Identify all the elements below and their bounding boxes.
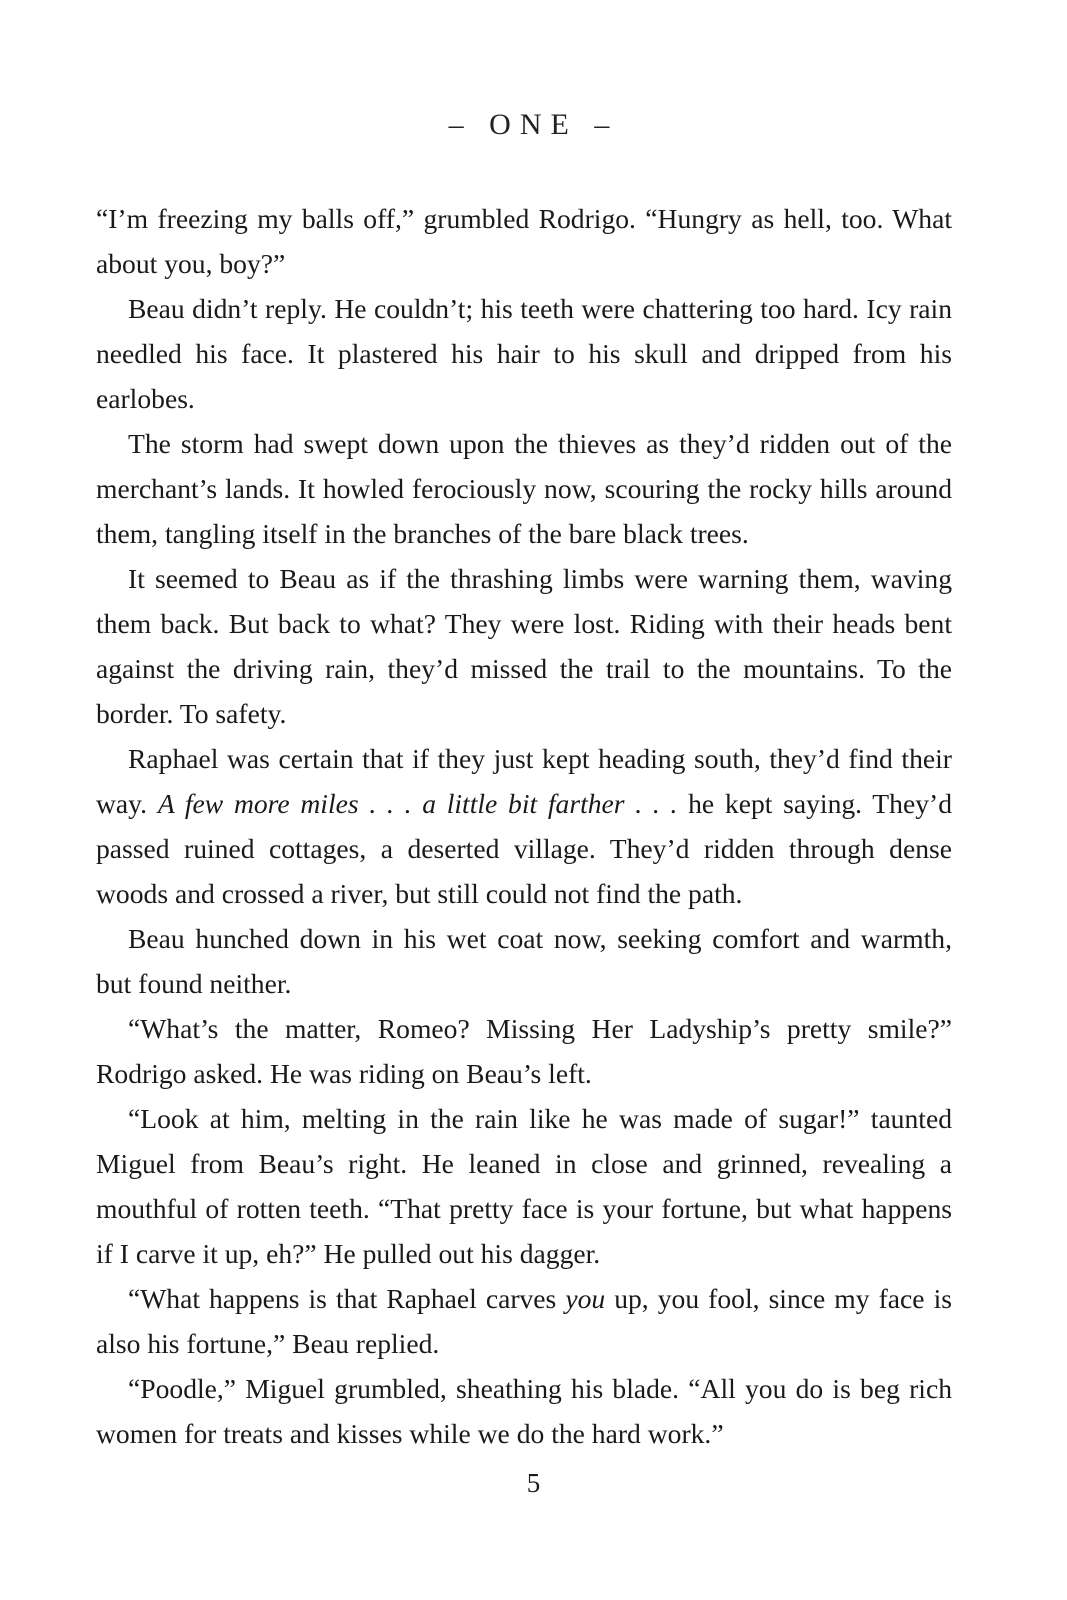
text-segment: he kept saying. They’d passed ruined cottages, a deserted village. They’d ridden through dense woods and crossed a river, but still could not find the path. [96, 788, 952, 909]
paragraph [96, 556, 952, 736]
text-segment: It seemed to Beau as if the thrashing limbs were warning them, waving them back. But back to what? They were lost. Riding with their heads bent against the driving rain, they’d missed the trail to the mountains. To the border. To safety. [96, 563, 952, 729]
paragraph [96, 916, 952, 1006]
text-segment: “I’m freezing my balls off,” grumbled Rodrigo. “Hungry as hell, too. What about you, boy?” [96, 203, 952, 279]
text-segment: The storm had swept down upon the thieves as they’d ridden out of the merchant’s lands. It howled ferociously now, scouring the rocky hills around them, tangling itself in the branches of the bare black trees. [96, 428, 952, 549]
text-segment: up, you fool, since my face is also his fortune,” Beau replied. [96, 1283, 952, 1359]
text-segment: Beau didn’t reply. He couldn’t; his teeth were chattering too hard. Icy rain needled his face. It plastered his hair to his skull and dripped from his earlobes. [96, 293, 952, 414]
text-segment: “Poodle,” Miguel grumbled, sheathing his blade. “All you do is beg rich women for treats and kisses while we do the hard work.” [96, 1373, 952, 1449]
italic-text-segment: you [565, 1283, 606, 1314]
paragraph [96, 736, 952, 916]
paragraph [96, 1006, 952, 1096]
paragraph [96, 421, 952, 556]
paragraph [96, 286, 952, 421]
paragraph [96, 1276, 952, 1366]
text-segment: “What happens is that Raphael carves [128, 1283, 566, 1314]
italic-text-segment: A few more miles . . . a little bit farther . . . [157, 788, 678, 819]
text-segment: Raphael was certain that if they just kept heading south, they’d find their way. [96, 743, 952, 819]
text-segment: “What’s the matter, Romeo? Missing Her Ladyship’s pretty smile?” Rodrigo asked. He was riding on Beau’s left. [96, 1013, 952, 1089]
chapter-body-text [96, 196, 952, 1456]
chapter-heading: – ONE – [448, 108, 619, 141]
text-segment: Beau hunched down in his wet coat now, seeking comfort and warmth, but found neither. [96, 923, 952, 999]
paragraph [96, 1366, 952, 1456]
page-number: 5 [526, 1468, 541, 1498]
paragraph [96, 196, 952, 286]
paragraph [96, 1096, 952, 1276]
text-segment: “Look at him, melting in the rain like he was made of sugar!” taunted Miguel from Beau’s right. He leaned in close and grinned, revealing a mouthful of rotten teeth. “That pretty face is your fortune, but what happens if I carve it up, eh?” He pulled out his dagger. [96, 1103, 952, 1269]
